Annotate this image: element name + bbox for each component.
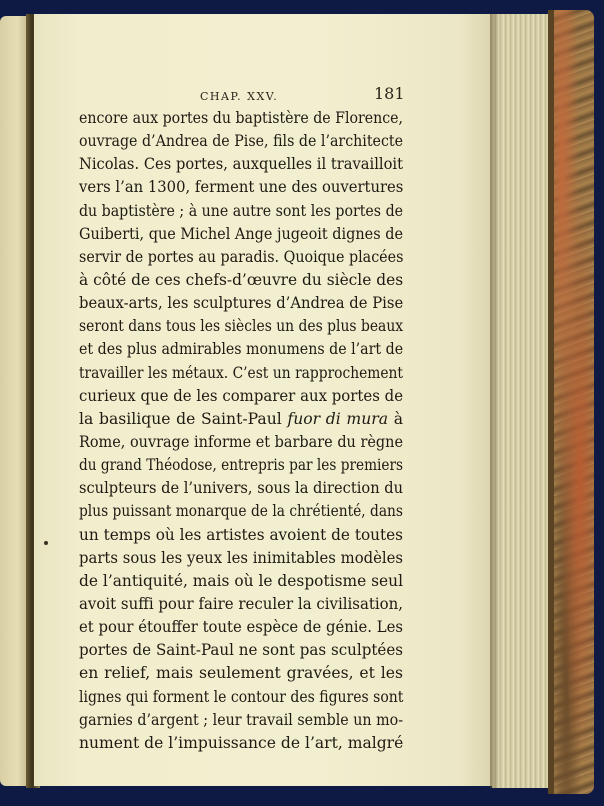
text-line [79,593,403,616]
text-line [79,616,403,639]
text-line [79,477,403,500]
text-line [79,153,403,176]
text-line [79,107,403,130]
text-segment: Guiberti, que Michel Ange jugeoit dignes de [79,224,403,243]
text-segment: et des plus admirables monumens de l’art de [79,340,404,359]
italic-phrase: fuor di mura [287,409,389,428]
text-line [79,315,403,338]
text-line [79,130,403,153]
text-line [79,500,403,523]
text-line [79,223,403,246]
text-segment: et pour étouffer toute espèce de génie. Les [79,618,403,637]
text-line [79,431,403,454]
running-head: CHAP. XXV. [200,90,279,103]
text-segment: nument de l’impuissance de l’art, malgré [79,733,404,752]
page-number: 181 [374,84,405,103]
text-segment: lignes qui forment le contour des figures sont [79,687,404,706]
text-segment: de l’antiquité, mais où le despotisme seul [79,571,403,590]
text-line [79,408,403,431]
text-segment: garnies d’argent ; leur travail semble un mo- [79,710,404,729]
text-segment: plus puissant monarque de la chrétienté, dans [79,502,403,521]
text-segment: à côté de ces chefs-d’œuvre du siècle des [79,270,404,289]
text-line [79,524,403,547]
cover-spine-edge [548,10,554,794]
text-segment: du grand Théodose, entrepris par les premiers [79,456,404,475]
text-segment: Rome, ouvrage informe et barbare du règne [79,432,403,451]
text-line [79,176,403,199]
text-segment: curieux que de les comparer aux portes de [79,386,404,405]
text-line [79,639,403,662]
text-segment: servir de portes au paradis. Quoique placées [79,247,404,266]
text-segment: encore aux portes du baptistère de Florence, [79,109,404,127]
text-segment: en relief, mais seulement gravées, et les [79,664,403,683]
text-line [79,385,403,408]
text-segment: à [388,409,404,428]
page-edge-shadow [490,14,500,788]
text-segment: avoit suffi pour faire reculer la civilisation, [79,594,404,613]
text-segment: la basilique de Saint-Paul [79,409,288,428]
page-block-edges [492,14,552,788]
text-line [79,732,403,755]
text-segment: ouvrage d’Andrea de Pise, fils de l’architecte [79,132,403,151]
text-segment: portes de Saint-Paul ne sont pas sculptées [79,641,404,660]
text-line [79,709,403,732]
text-segment: sculpteurs de l’univers, sous la direction du [79,479,403,498]
text-line [79,547,403,570]
text-line [79,338,403,361]
text-line [79,200,403,223]
text-line [79,662,403,685]
text-segment: travailler les métaux. C’est un rapprochement [79,363,403,382]
text-line [79,570,403,593]
text-segment: seront dans tous les siècles un des plus beaux [79,317,404,336]
body-text [79,107,403,755]
marbled-cover [548,10,594,794]
text-line [79,292,403,315]
text-line [79,362,403,385]
text-segment: Nicolas. Ces portes, auxquelles il travailloit [79,155,403,174]
text-segment: vers l’an 1300, ferment une des ouvertures [79,178,404,197]
text-segment: parts sous les yeux les inimitables modèles [79,548,403,567]
text-segment: un temps où les artistes avoient de toutes [79,525,404,544]
margin-dot-mark [44,541,48,545]
text-segment: beaux-arts, les sculptures d’Andrea de Pise [79,294,404,313]
text-line [79,454,403,477]
text-line [79,269,403,292]
text-line [79,686,403,709]
page-header [34,84,496,108]
text-line [79,246,403,269]
text-segment: du baptistère ; à une autre sont les portes de [79,201,404,220]
